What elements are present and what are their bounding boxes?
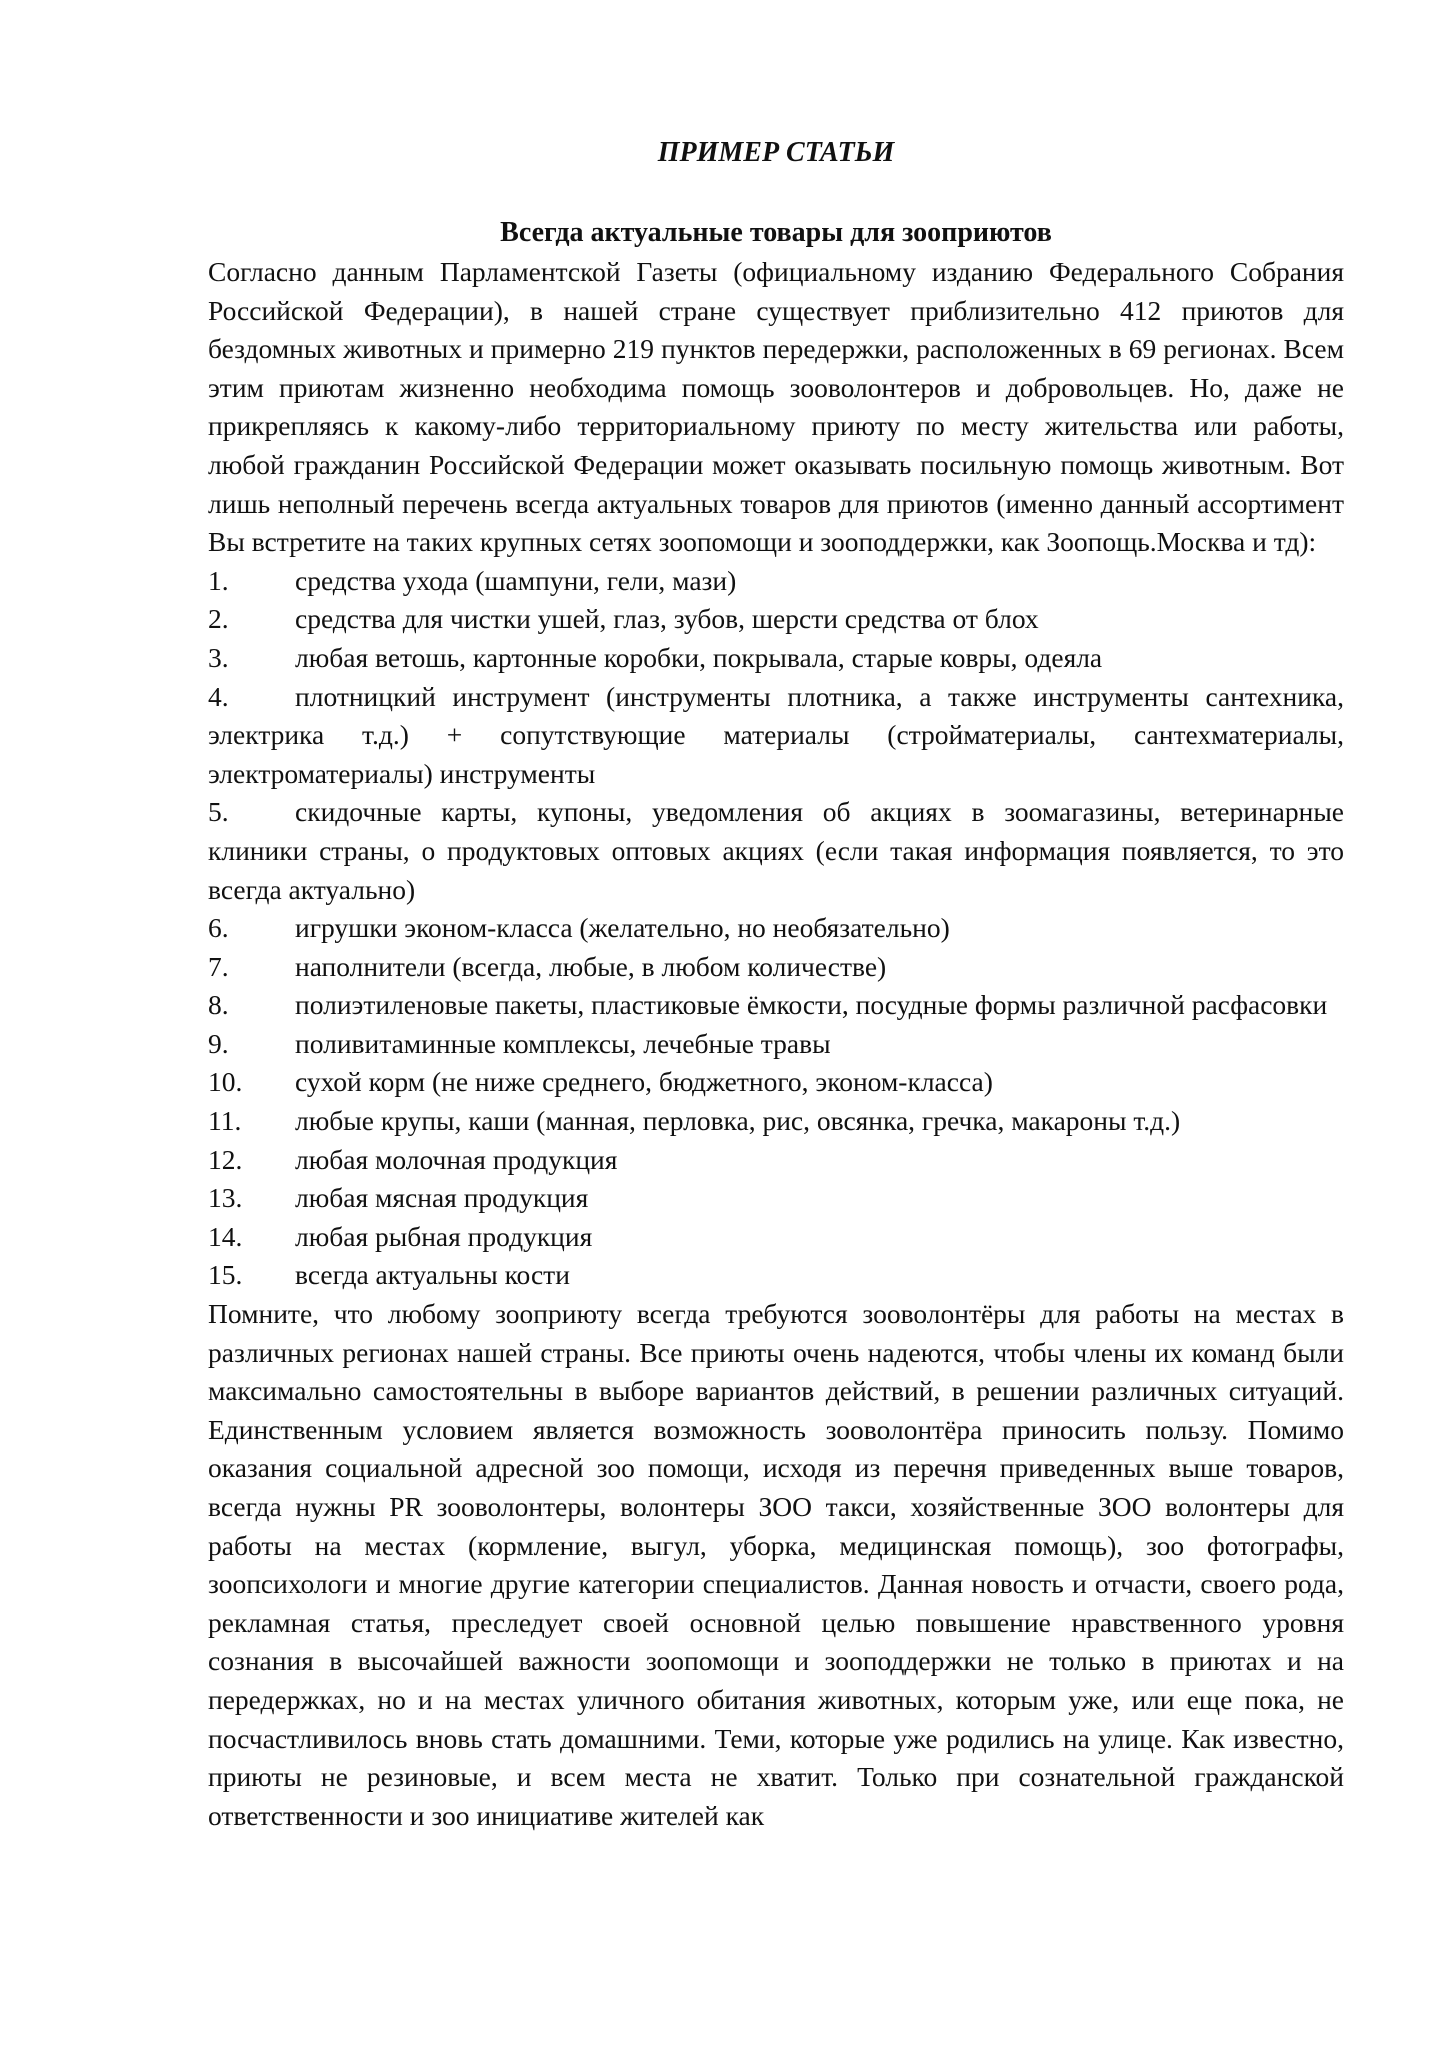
list-item-number: 11. — [208, 1105, 242, 1137]
list-item-text: наполнители (всегда, любые, в любом количестве) — [295, 950, 887, 982]
list-item — [208, 562, 1344, 601]
list-item-text: любая ветошь, картонные коробки, покрывала, старые ковры, одеяла — [295, 641, 1103, 673]
list-item-text: сухой корм (не ниже среднего, бюджетного, эконом-класса) — [295, 1066, 993, 1098]
list-item-number: 4. — [208, 680, 229, 712]
list-item — [208, 1218, 1344, 1257]
list-item-text: любые крупы, каши (манная, перловка, рис, овсянка, гречка, макароны т.д.) — [295, 1105, 1181, 1137]
list-item-number: 10. — [208, 1066, 243, 1098]
list-item — [208, 1025, 1344, 1064]
list-item-number: 1. — [208, 564, 229, 596]
list-item-text: средства ухода (шампуни, гели, мази) — [295, 564, 737, 596]
goods-list — [208, 562, 1344, 1295]
list-item-number: 3. — [208, 641, 229, 673]
list-item-text: плотницкий инструмент (инструменты плотника, а также инструменты сантехника, электрика т.д.) + сопутствующие материалы (стройматериалы, сантехматериалы, электроматериалы) инструменты — [208, 680, 1344, 789]
list-item — [208, 678, 1344, 794]
list-item-number: 13. — [208, 1182, 243, 1214]
list-item — [208, 948, 1344, 987]
intro-paragraph: Согласно данным Парламентской Газеты (официальному изданию Федерального Собрания Российской Федерации), в нашей стране существует приблизительно 412 приютов для бездомных животных и примерно 219 пунктов передержки, расположенных в 69 регионах. Всем этим приютам жизненно необходима помощь зооволонтеров и добровольцев. Но, даже не прикрепляясь к какому-либо территориальному приюту по месту жительства или работы, любой гражданин Российской Федерации может оказывать посильную помощь животным. Вот лишь неполный перечень всегда актуальных товаров для приютов (именно данный ассортимент Вы встретите на таких крупных сетях зоопомощи и зооподдержки, как Зоопощь.Москва и тд): — [208, 256, 1344, 558]
list-item-number: 7. — [208, 950, 229, 982]
list-item — [208, 986, 1344, 1025]
list-item-number: 6. — [208, 912, 229, 944]
list-item — [208, 600, 1344, 639]
list-item-number: 12. — [208, 1143, 243, 1175]
list-item-number: 14. — [208, 1220, 243, 1252]
closing-paragraph: Помните, что любому зооприюту всегда требуются зооволонтёры для работы на местах в различных регионах нашей страны. Все приюты очень надеются, чтобы члены их команд были максимально самостоятельны в выборе вариантов действий, в решении различных ситуаций. Единственным условием является возможность зооволонтёра приносить пользу. Помимо оказания социальной адресной зоо помощи, исходя из перечня приведенных выше товаров, всегда нужны PR зооволонтеры, волонтеры ЗОО такси, хозяйственные ЗОО волонтеры для работы на местах (кормление, выгул, уборка, медицинская помощь), зоо фотографы, зоопсихологи и многие другие категории специалистов. Данная новость и отчасти, своего рода, рекламная статья, преследует своей основной целью повышение нравственного уровня сознания в высочайшей важности зоопомощи и зооподдержки не только в приютах и на передержках, но и на местах уличного обитания животных, которым уже, или еще пока, не посчастливилось вновь стать домашними. Теми, которые уже родились на улице. Как известно, приюты не резиновые, и всем места не хватит. Только при сознательной гражданской ответственности и зоо инициативе жителей как — [208, 1298, 1344, 1831]
document-title: Всегда актуальные товары для зооприютов — [500, 217, 1052, 248]
list-item-text: скидочные карты, купоны, уведомления об акциях в зоомагазины, ветеринарные клиники страны, о продуктовых оптовых акциях (если такая информация появляется, то это всегда актуально) — [208, 796, 1344, 905]
list-item — [208, 639, 1344, 678]
list-item — [208, 1179, 1344, 1218]
list-item-text: поливитаминные комплексы, лечебные травы — [295, 1027, 831, 1059]
list-item-text: любая мясная продукция — [295, 1182, 589, 1214]
list-item-text: любая рыбная продукция — [295, 1220, 593, 1252]
list-item — [208, 1256, 1344, 1295]
list-item — [208, 1102, 1344, 1141]
list-item-text: средства для чистки ушей, глаз, зубов, шерсти средства от блох — [295, 603, 1039, 635]
list-item-text: любая молочная продукция — [295, 1143, 618, 1175]
list-item — [208, 1141, 1344, 1180]
list-item-number: 9. — [208, 1027, 229, 1059]
list-item-text: игрушки эконом-класса (желательно, но необязательно) — [295, 912, 950, 944]
list-item-number: 5. — [208, 796, 229, 828]
list-item-number: 15. — [208, 1259, 243, 1291]
list-item-number: 8. — [208, 989, 229, 1021]
list-item — [208, 909, 1344, 948]
list-item — [208, 1063, 1344, 1102]
list-item-text: полиэтиленовые пакеты, пластиковые ёмкости, посудные формы различной расфасовки — [295, 989, 1328, 1021]
list-item — [208, 793, 1344, 909]
document-label: ПРИМЕР СТАТЬИ — [657, 137, 895, 168]
list-item-text: всегда актуальны кости — [295, 1259, 570, 1291]
list-item-number: 2. — [208, 603, 229, 635]
